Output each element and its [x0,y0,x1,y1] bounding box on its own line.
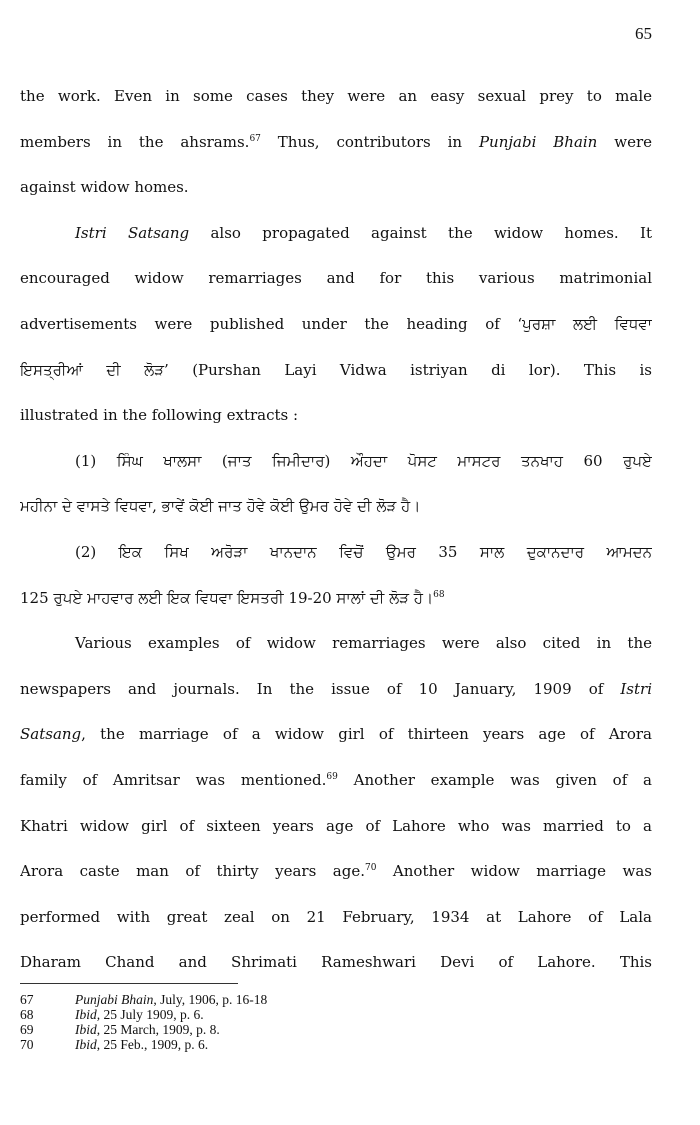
footnote-detail: , 25 March, 1909, p. 8. [96,1022,220,1037]
text-line [20,348,652,394]
text-line [20,530,652,576]
text-segment: 125 ਰੁਪਏ ਮਾਹਵਾਰ ਲਈ ਇਕ ਵਿਧਵਾ ਇਸਤਰੀ 19-20 ਸਾਲਾਂ ਦੀ ਲੋੜ ਹੈ। [20,588,434,607]
text-segment: Various examples of widow remarriages were also cited in the [75,634,652,653]
footnote [20,1037,267,1052]
footnote-divider [20,983,238,984]
body-text [20,74,652,986]
footnote-detail: 25 July 1909, p. 6. [100,1007,204,1022]
footnotes [20,992,267,1052]
footnote-ref: 67 [249,133,261,144]
text-segment: (2) ਇਕ ਸਿਖ ਅਰੋੜਾ ਖਾਨਦਾਨ ਵਿਚੋਂ ਉਮਰ 35 ਸਾਲ ਦੁਕਾਨਦਾਰ ਆਮਦਨ [75,542,652,561]
text-segment: Arora caste man of thirty years age. [20,862,365,881]
page-number: 65 [635,24,652,43]
text-line [20,393,652,439]
footnote [20,992,267,1007]
text-segment: the work. Even in some cases they were an easy sexual prey to male [20,87,652,105]
text-segment: ਮਹੀਨਾ ਦੇ ਵਾਸਤੇ ਵਿਧਵਾ, ਭਾਵੇਂ ਕੋਈ ਜਾਤ ਹੋਵੇ ਕੋਈ ਉਮਰ ਹੋਵੇ ਦੀ ਲੋੜ ਹੈ। [20,497,421,516]
text-segment: Khatri widow girl of sixteen years age of Lahore who was married to a [20,816,652,835]
text-segment: advertisements were published under the heading of ‘ਪੁਰਸ਼ਾ ਲਈ ਵਿਧਵਾ [20,314,652,333]
text-segment: newspapers and journals. In the issue of 10 January, 1909 of [20,679,621,698]
text-segment: Punjabi Bhain [478,132,598,151]
text-segment: Thus, contributors in [260,132,479,151]
text-line [20,484,652,530]
footnote-number: 70 [20,1037,34,1052]
text-segment: (1) ਸਿੰਘ ਖਾਲਸਾ (ਜਾਤ ਜਿਮੀਦਾਰ) ਔਹਦਾ ਪੋਸਟ ਮਾਸਟਰ ਤਨਖਾਹ 60 ਰੁਪਏ [75,451,652,470]
footnote-detail: , 25 Feb., 1909, p. 6. [96,1037,209,1052]
text-line [20,302,652,348]
text-line [20,120,652,166]
footnote-source: Ibid [75,1022,97,1037]
text-segment: ਇਸਤ੍ਰੀਆਂ ਦੀ ਲੋੜ’ (Purshan Layi Vidwa istriyan di lor). This is [20,360,652,379]
text-line [20,256,652,302]
text-segment: Satsang [20,725,82,744]
text-line [20,165,652,211]
text-line [20,667,652,713]
text-segment: Another widow marriage was [376,862,652,881]
footnote-number: 69 [20,1022,34,1037]
text-line [20,439,652,485]
footnote-number: 67 [20,992,34,1007]
footnote-ref: 69 [326,771,338,782]
footnote-source: Ibid [75,1037,97,1052]
footnote-ref: 70 [364,863,377,874]
text-segment: encouraged widow remarriages and for this various matrimonial [20,269,652,288]
text-segment: , the marriage of a widow girl of thirteen years age of Arora [81,725,652,744]
text-line [20,804,652,850]
footnote [20,1007,267,1022]
text-line [20,211,652,257]
footnote-source: Ibid, [75,1007,101,1022]
text-line [20,758,652,804]
text-segment: illustrated in the following extracts : [20,406,299,425]
text-line [20,576,652,622]
text-segment: Another example was given of a [337,770,652,789]
text-segment: Dharam Chand and Shrimati Rameshwari Devi of Lahore. This [20,953,652,972]
text-line [20,621,652,667]
text-line [20,849,652,895]
text-line [20,895,652,941]
footnote-number: 68 [20,1007,34,1022]
text-segment: Istri [620,679,652,698]
footnote-detail: , July, 1906, p. 16-18 [153,992,268,1007]
text-segment: were [597,132,652,151]
footnote [20,1022,267,1037]
text-line [20,74,652,120]
text-segment: family of Amritsar was mentioned. [20,770,327,789]
footnote-source: Punjabi Bhain [75,992,154,1007]
footnote-ref: 68 [433,589,445,600]
text-line [20,940,652,986]
text-segment: Istri Satsang [75,223,190,242]
text-segment: against widow homes. [20,178,189,197]
text-segment: performed with great zeal on 21 February, 1934 at Lahore of Lala [20,907,652,926]
text-segment: also propagated against the widow homes. It [189,223,652,242]
text-segment: members in the ahsrams. [20,132,250,151]
text-line [20,712,652,758]
